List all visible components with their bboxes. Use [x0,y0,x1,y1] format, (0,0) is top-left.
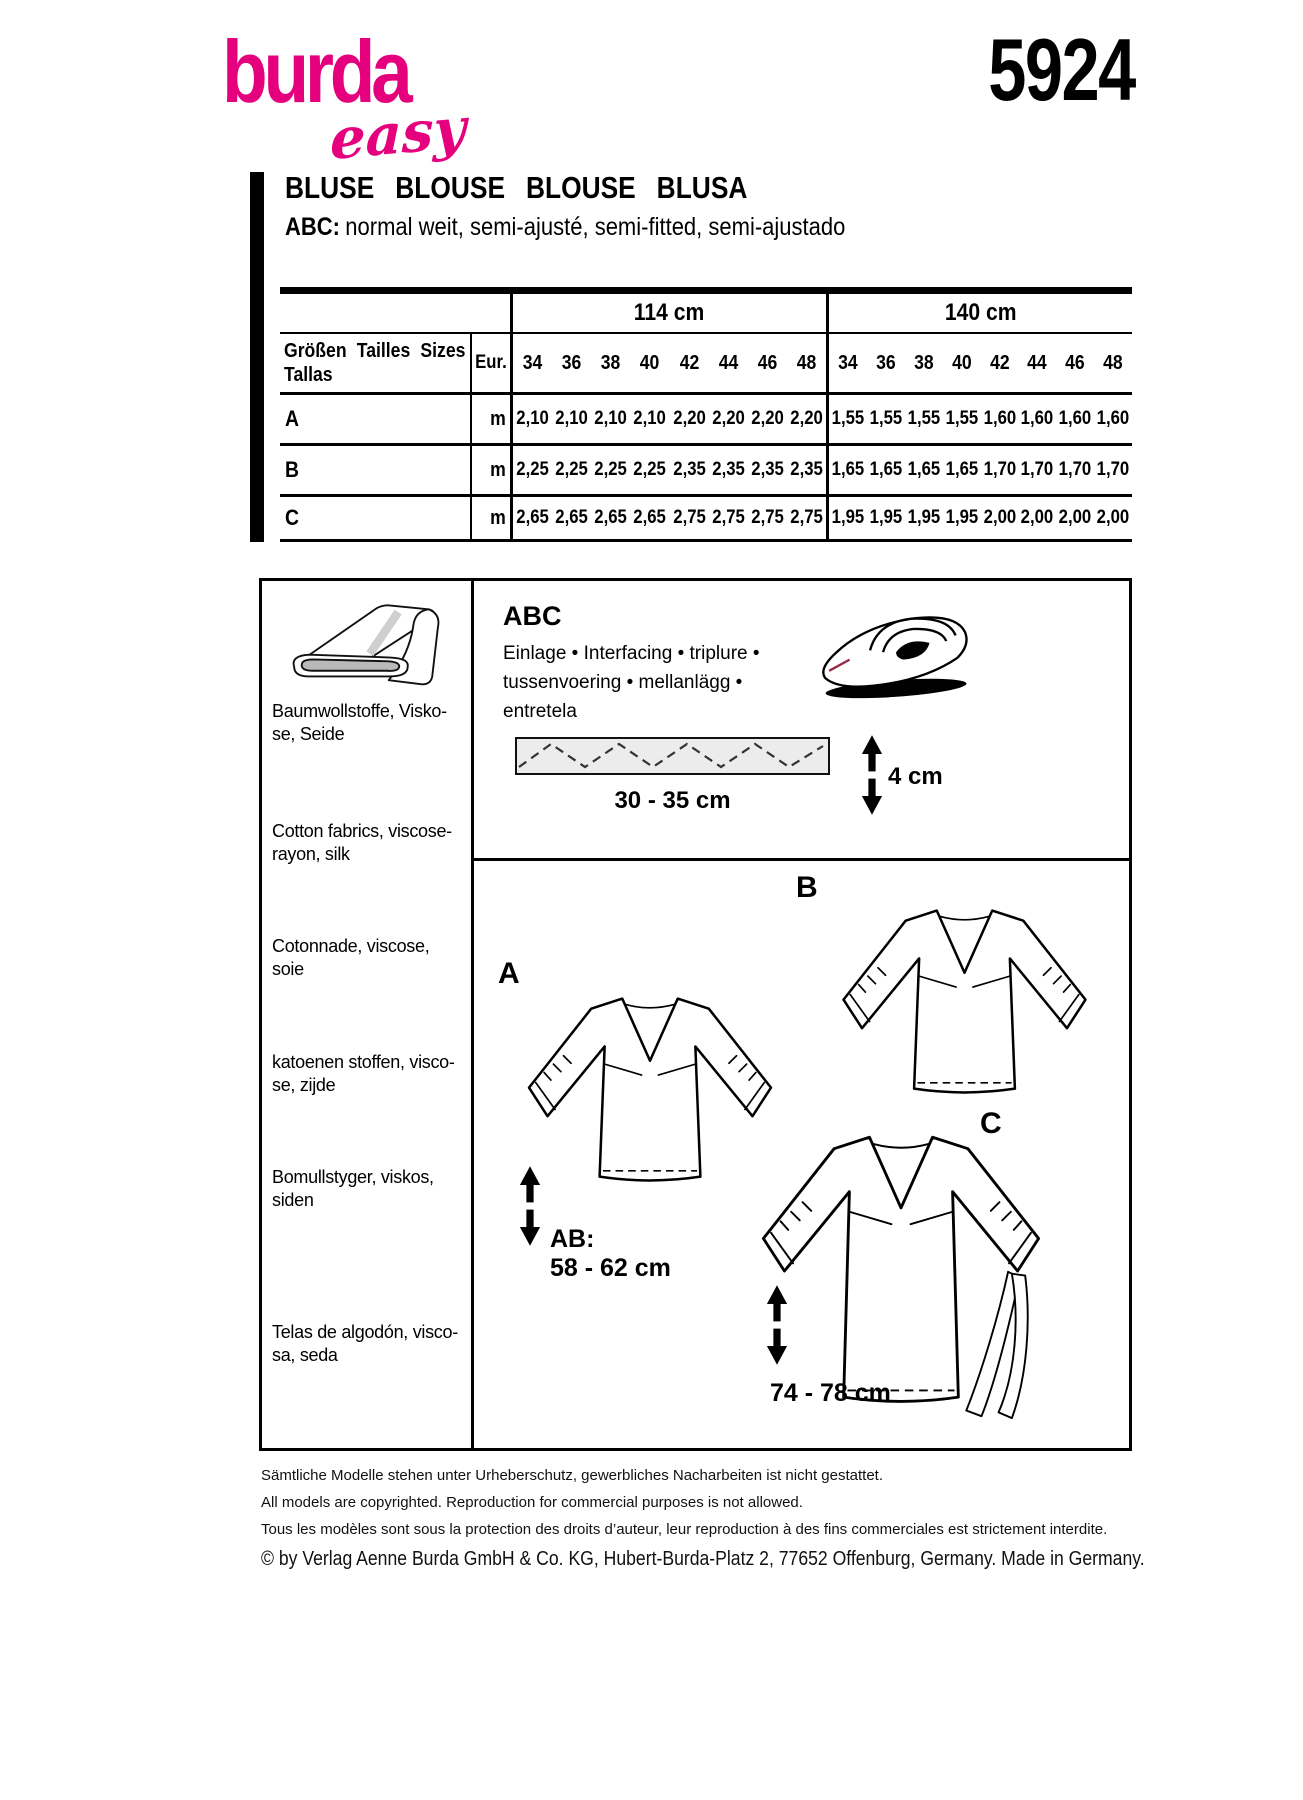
view-a-label: A [498,957,520,990]
copyright-line-de: Sämtliche Modelle stehen unter Urheberschutz, gewerbliches Nacharbeiten ist nicht gestattet. [261,1467,883,1484]
view-b-140-values: 1,65 1,65 1,65 1,65 1,70 1,70 1,70 1,70 [826,446,1132,494]
view-c-114-values: 2,65 2,65 2,65 2,65 2,75 2,75 2,75 2,75 [510,497,826,539]
iron-icon [818,603,976,707]
fit-label: ABC: [285,213,340,241]
garment-title [285,170,829,206]
table-row-view-a [280,395,1132,446]
strip-height-arrow-icon [859,733,885,817]
ab-length-label: AB: 58 - 62 cm [550,1225,671,1282]
c-length-label: 74 - 78 cm [770,1379,891,1407]
fabric-text-nl: katoenen stoffen, visco- se, zijde [272,1052,455,1095]
interfacing-line-1: Einlage • Interfacing • triplure • [503,643,760,664]
fabric-width-header-row [280,294,1132,334]
unit-cell: m [470,497,510,539]
copyright-notices [261,1462,1107,1543]
fabric-text-sv: Bomullstyger, viskos, siden [272,1167,434,1210]
pattern-number: 5924 [988,20,1135,119]
view-c-label: C [980,1107,1002,1140]
eur-label-cell: Eur. [470,334,510,392]
materials-and-views-box [259,578,1132,1451]
ab-length-arrow-icon [517,1153,543,1259]
fit-description [285,213,922,242]
unit-cell: m [470,395,510,443]
fabric-bolt-icon [276,597,458,701]
view-c-140-values: 1,95 1,95 1,95 1,95 2,00 2,00 2,00 2,00 [826,497,1132,539]
interfacing-text [503,639,760,726]
view-b-label: B [796,871,818,904]
strip-height-label: 4 cm [888,763,943,790]
table-row-view-c [280,497,1132,542]
view-b-114-values: 2,25 2,25 2,25 2,25 2,35 2,35 2,35 2,35 [510,446,826,494]
fabric-text-en: Cotton fabrics, viscose- rayon, silk [272,821,452,864]
tie-belt-drawing [953,1265,1029,1423]
interfacing-line-2: tussenvoering • mellanlägg • [503,672,743,693]
burda-logo: burda [222,22,409,121]
fabric-text-de: Baumwollstoffe, Visko- se, Seide [272,701,447,744]
copyright-line-fr: Tous les modèles sont sous la protection des droits d’auteur, leur reproduction à des fins commerciales est strictement interdite. [261,1521,1108,1538]
burda-easy-logo-suffix: easy [329,94,467,174]
strip-width-label: 30 - 35 cm [614,787,731,814]
section-divider [474,858,1129,861]
fabric-suggestions-column [262,581,474,1448]
interfacing-views-label: ABC [503,601,562,631]
sizes-140-row: 34 36 38 40 42 44 46 48 [826,334,1132,392]
blouse-b-drawing [807,877,1122,1129]
publisher-copyright: © by Verlag Aenne Burda GmbH & Co. KG, Hubert-Burda-Platz 2, 77652 Offenburg, Germany. Made in Germany. [261,1548,1145,1570]
garment-title-text: BLUSE BLOUSE BLOUSE BLUSA [285,170,748,205]
copyright-line-en: All models are copyrighted. Reproduction for commercial purposes is not allowed. [261,1494,803,1511]
title-accent-bar [250,172,264,542]
sizes-label-cell: Größen Tailles Sizes Tallas [284,340,466,386]
fabric-width-114-header: 114 cm [510,294,826,332]
interfacing-strip [515,737,830,775]
fabric-text-fr: Cotonnade, viscose, soie [272,936,430,979]
view-a-row-label: A [285,406,299,431]
fit-text: normal weit, semi-ajusté, semi-fitted, semi-ajustado [345,213,846,241]
fabric-requirements-table [280,287,1132,542]
fabric-text-es: Telas de algodón, visco- sa, seda [272,1322,458,1365]
interfacing-line-3: entretela [503,701,577,722]
empty-corner-cell [280,294,510,332]
c-length-arrow-icon [764,1279,790,1371]
fabric-width-140-header: 140 cm [826,294,1132,332]
view-a-140-values: 1,55 1,55 1,55 1,55 1,60 1,60 1,60 1,60 [826,395,1132,443]
view-c-row-label: C [285,505,299,530]
sizes-114-row: 34 36 38 40 42 44 46 48 [510,334,826,392]
unit-cell: m [470,446,510,494]
sizes-header-row [280,334,1132,395]
view-b-row-label: B [285,457,299,482]
view-a-114-values: 2,10 2,10 2,10 2,10 2,20 2,20 2,20 2,20 [510,395,826,443]
table-row-view-b [280,446,1132,497]
